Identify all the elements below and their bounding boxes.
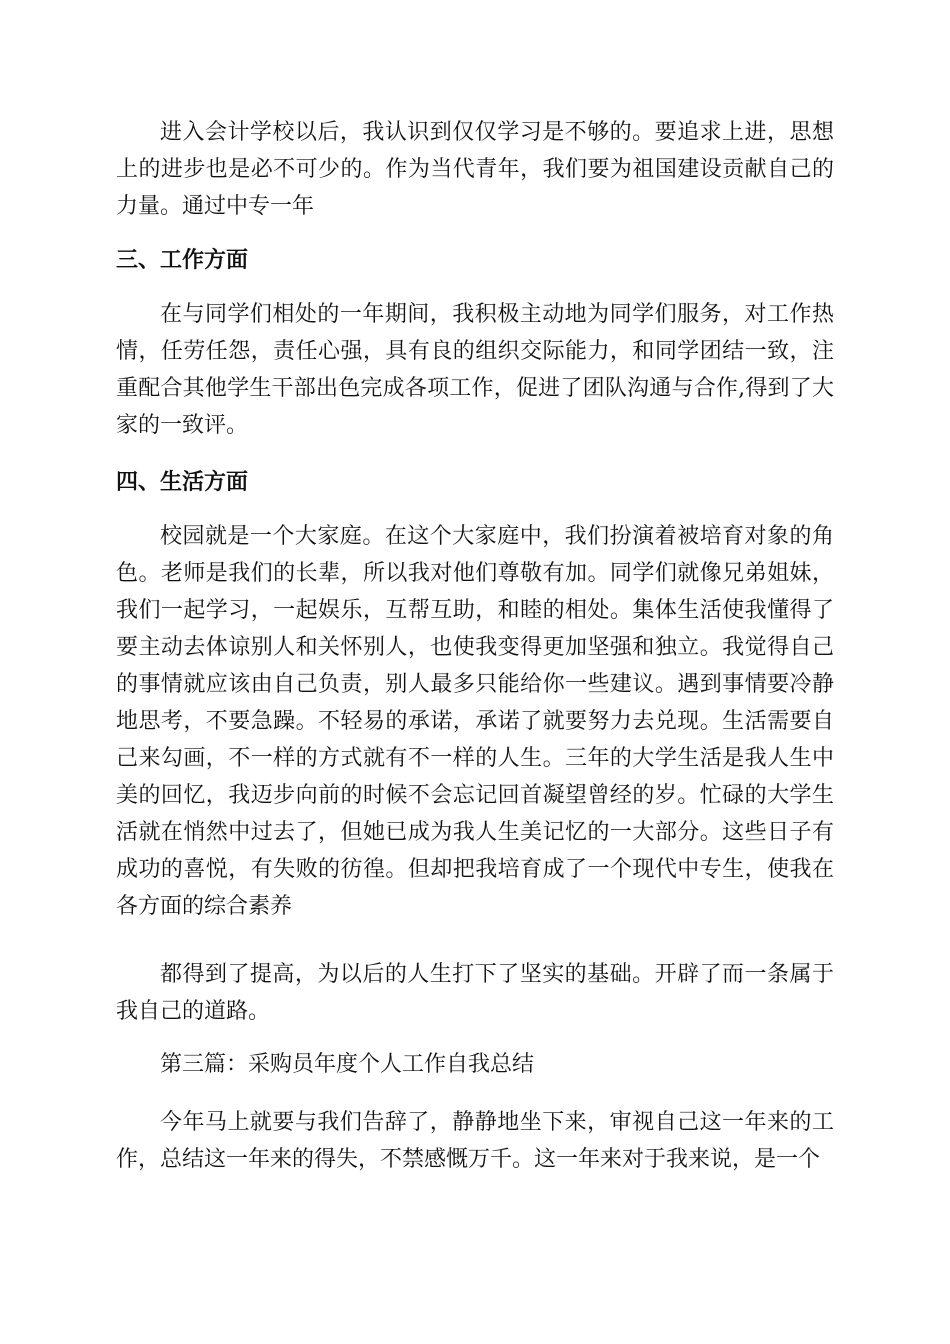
section-heading-work: 三、工作方面 bbox=[116, 248, 249, 273]
article-title-line: 第三篇：采购员年度个人工作自我总结 bbox=[160, 1052, 535, 1077]
section-heading-life: 四、生活方面 bbox=[116, 470, 249, 495]
paragraph-intro: 进入会计学校以后，我认识到仅仅学习是不够的。要追求上进，思想上的进步也是必不可少的。作为当代青年，我们要为祖国建设贡献自己的力量。通过中专一年 bbox=[116, 120, 834, 219]
paragraph-life-continued: 都得到了提高，为以后的人生打下了坚实的基础。开辟了而一条属于我自己的道路。 bbox=[116, 962, 834, 1024]
paragraph-work: 在与同学们相处的一年期间，我积极主动地为同学们服务，对工作热情，任劳任怨，责任心强，具有良的组织交际能力，和同学团结一致，注重配合其他学生干部出色完成各项工作，促进了团队沟通与合作,得到了大家的一致评。 bbox=[116, 302, 834, 438]
paragraph-summary: 今年马上就要与我们告辞了，静静地坐下来，审视自己这一年来的工作，总结这一年来的得失，不禁感慨万千。这一年来对于我来说，是一个 bbox=[116, 1110, 834, 1172]
paragraph-life: 校园就是一个大家庭。在这个大家庭中，我们扮演着被培育对象的角色。老师是我们的长辈，所以我对他们尊敬有加。同学们就像兄弟姐妹，我们一起学习，一起娱乐，互帮互助，和睦的相处。集体生活使我懂得了要主动去体谅别人和关怀别人，也使我变得更加坚强和独立。我觉得自己的事情就应该由自己负责，别人最多只能给你一些建议。遇到事情要冷静地思考，不要急躁。不轻易的承诺，承诺了就要努力去兑现。生活需要自己来勾画，不一样的方式就有不一样的人生。三年的大学生活是我人生中美的回忆，我迈步向前的时候不会忘记回首凝望曾经的岁。忙碌的大学生活就在悄然中过去了，但她已成为我人生美记忆的一大部分。这些日子有成功的喜悦，有失败的彷徨。但却把我培育成了一个现代中专生，使我在各方面的综合素养 bbox=[116, 524, 834, 919]
